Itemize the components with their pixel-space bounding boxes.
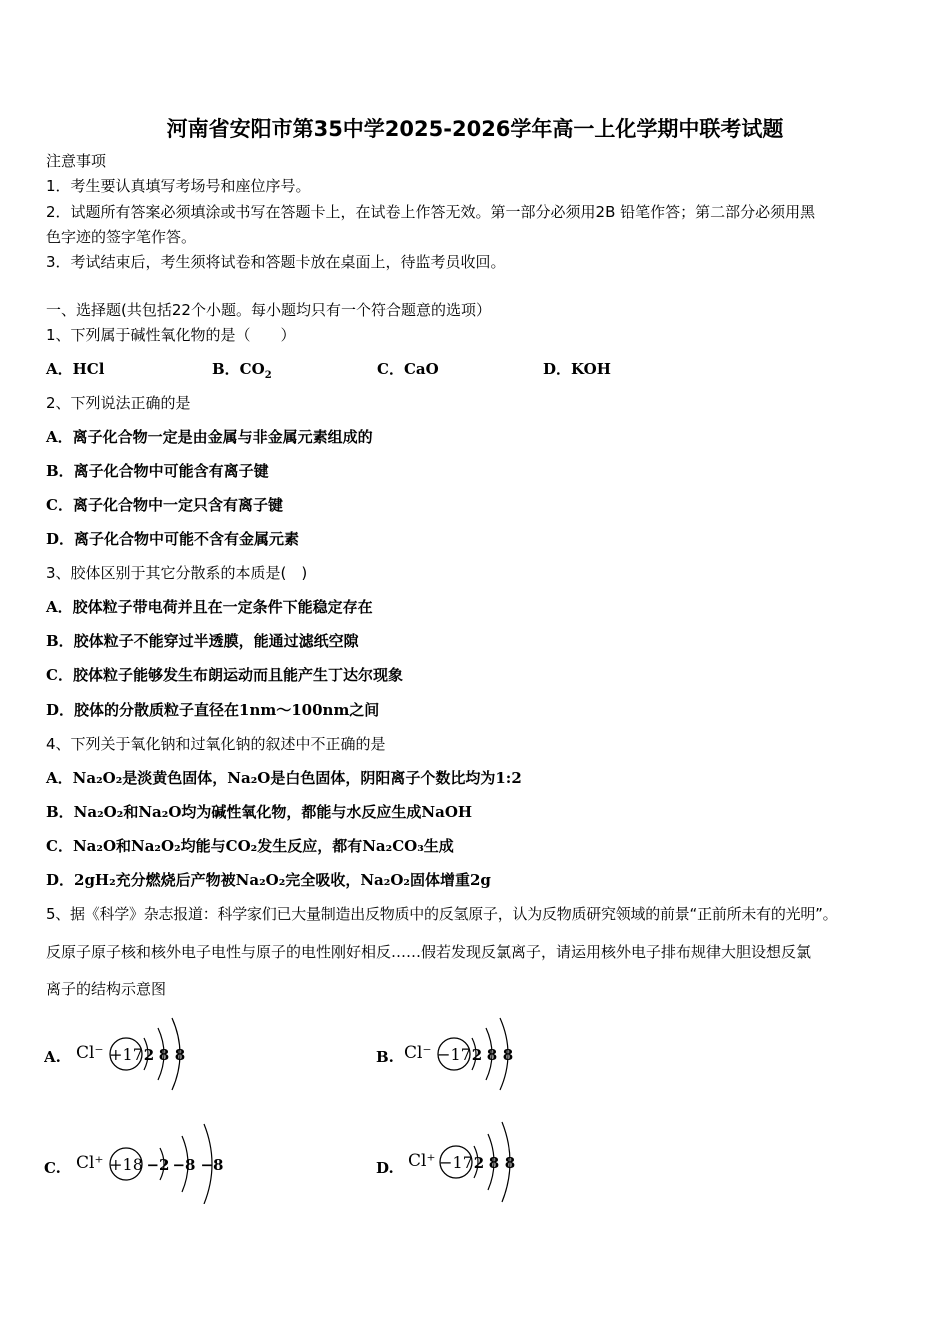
q5-option-a-shell-1: 2 — [143, 1046, 155, 1064]
notice-item-2-cont: 色字迹的签字笔作答。 — [46, 228, 197, 246]
q5-option-b-nucleus: −17 — [437, 1045, 471, 1064]
q5-option-b-shell-1: 2 — [471, 1046, 483, 1064]
q1-option-a: A．HCl — [46, 360, 105, 378]
q5-option-a-ion: Cl⁻ — [76, 1043, 104, 1063]
q2-option-c: C．离子化合物中一定只含有离子键 — [46, 496, 283, 514]
q1-option-d: D．KOH — [543, 360, 611, 378]
q3-option-c: C．胶体粒子能够发生布朗运动而且能产生丁达尔现象 — [46, 666, 403, 684]
q2-option-b: B．离子化合物中可能含有离子键 — [46, 462, 269, 480]
q1-option-c: C．CaO — [377, 360, 439, 378]
q5-option-a-label: A. — [44, 1048, 61, 1066]
q4-stem: 4、下列关于氧化钠和过氧化钠的叙述中不正确的是 — [46, 735, 386, 753]
q4-option-c: C．Na₂O和Na₂O₂均能与CO₂发生反应，都有Na₂CO₃生成 — [46, 837, 454, 855]
q1-option-b-sub: 2 — [264, 370, 272, 381]
q5-option-c-shell-3: −8 — [200, 1156, 224, 1174]
q5-option-b-shell-3: 8 — [502, 1046, 514, 1064]
q5-option-b-shell-2: 8 — [486, 1046, 498, 1064]
q4-option-b: B．Na₂O₂和Na₂O均为碱性氧化物，都能与水反应生成NaOH — [46, 803, 473, 821]
q5-stem-line-1: 5、据《科学》杂志报道：科学家们已大量制造出反物质中的反氢原子，认为反物质研究领域的前景“正前所未有的光明”。 — [46, 905, 838, 923]
q3-option-b: B．胶体粒子不能穿过半透膜，能通过滤纸空隙 — [46, 632, 359, 650]
q2-stem: 2、下列说法正确的是 — [46, 394, 191, 412]
q5-option-c-shell-1: −2 — [146, 1156, 170, 1174]
q5-option-d-shell-2: 8 — [488, 1154, 500, 1172]
section-heading: 一、选择题(共包括22个小题。每小题均只有一个符合题意的选项） — [46, 301, 491, 319]
q5-option-c-diagram — [44, 1118, 244, 1204]
q5-option-d — [376, 1118, 546, 1208]
q5-option-c-label: C. — [44, 1159, 61, 1177]
q3-option-a: A．胶体粒子带电荷并且在一定条件下能稳定存在 — [46, 598, 373, 616]
q5-option-b-label: B. — [376, 1048, 394, 1066]
q5-option-d-label: D. — [376, 1159, 394, 1177]
q1-option-b-text: B．CO — [212, 360, 265, 378]
notice-heading: 注意事项 — [46, 152, 107, 170]
q2-option-a: A．离子化合物一定是由金属与非金属元素组成的 — [46, 428, 373, 446]
q5-option-d-shell-3: 8 — [504, 1154, 516, 1172]
q5-stem-line-3: 离子的结构示意图 — [46, 980, 167, 998]
q3-stem: 3、胶体区别于其它分散系的本质是( ) — [46, 564, 308, 582]
notice-item-3: 3．考试结束后，考生须将试卷和答题卡放在桌面上，待监考员收回。 — [46, 253, 506, 271]
q5-option-c-shell-2: −8 — [172, 1156, 196, 1174]
q3-option-d: D．胶体的分散质粒子直径在1nm～100nm之间 — [46, 701, 380, 719]
q2-option-d: D．离子化合物中可能不含有金属元素 — [46, 530, 300, 548]
q5-option-a-diagram — [44, 1010, 214, 1094]
q5-option-a-nucleus: +17 — [109, 1045, 143, 1064]
q5-option-a-shell-3: 8 — [174, 1046, 186, 1064]
q5-stem-line-2: 反原子原子核和核外电子电性与原子的电性刚好相反……假若发现反氯离子，请运用核外电子排布规律大胆设想反氯 — [46, 943, 812, 961]
q5-option-d-diagram — [376, 1118, 546, 1204]
q5-option-b-ion: Cl⁻ — [404, 1043, 432, 1063]
q5-option-d-nucleus: −17 — [439, 1153, 473, 1172]
notice-item-2: 2．试题所有答案必须填涂或书写在答题卡上，在试卷上作答无效。第一部分必须用2B 铅笔作答；第二部分必须用黑 — [46, 203, 816, 221]
q5-option-a — [44, 1010, 214, 1098]
page-title: 河南省安阳市第35中学2025-2026学年高一上化学期中联考试题 — [166, 117, 784, 141]
q4-option-d: D．2gH₂充分燃烧后产物被Na₂O₂完全吸收，Na₂O₂固体增重2g — [46, 871, 491, 889]
q1-option-b — [212, 359, 272, 379]
q5-option-d-ion: Cl⁺ — [408, 1151, 436, 1171]
q5-option-c-ion: Cl⁺ — [76, 1153, 104, 1173]
q5-option-c-nucleus: +18 — [109, 1155, 143, 1174]
q5-option-a-shell-2: 8 — [158, 1046, 170, 1064]
q5-option-c — [44, 1118, 244, 1208]
notice-item-1: 1．考生要认真填写考场号和座位序号。 — [46, 177, 311, 195]
q5-option-b-diagram — [376, 1010, 546, 1094]
q1-stem: 1、下列属于碱性氧化物的是（ ） — [46, 326, 296, 344]
q4-option-a: A．Na₂O₂是淡黄色固体，Na₂O是白色固体，阴阳离子个数比均为1:2 — [46, 769, 522, 787]
q5-option-d-shell-1: 2 — [473, 1154, 485, 1172]
q5-option-b — [376, 1010, 546, 1098]
